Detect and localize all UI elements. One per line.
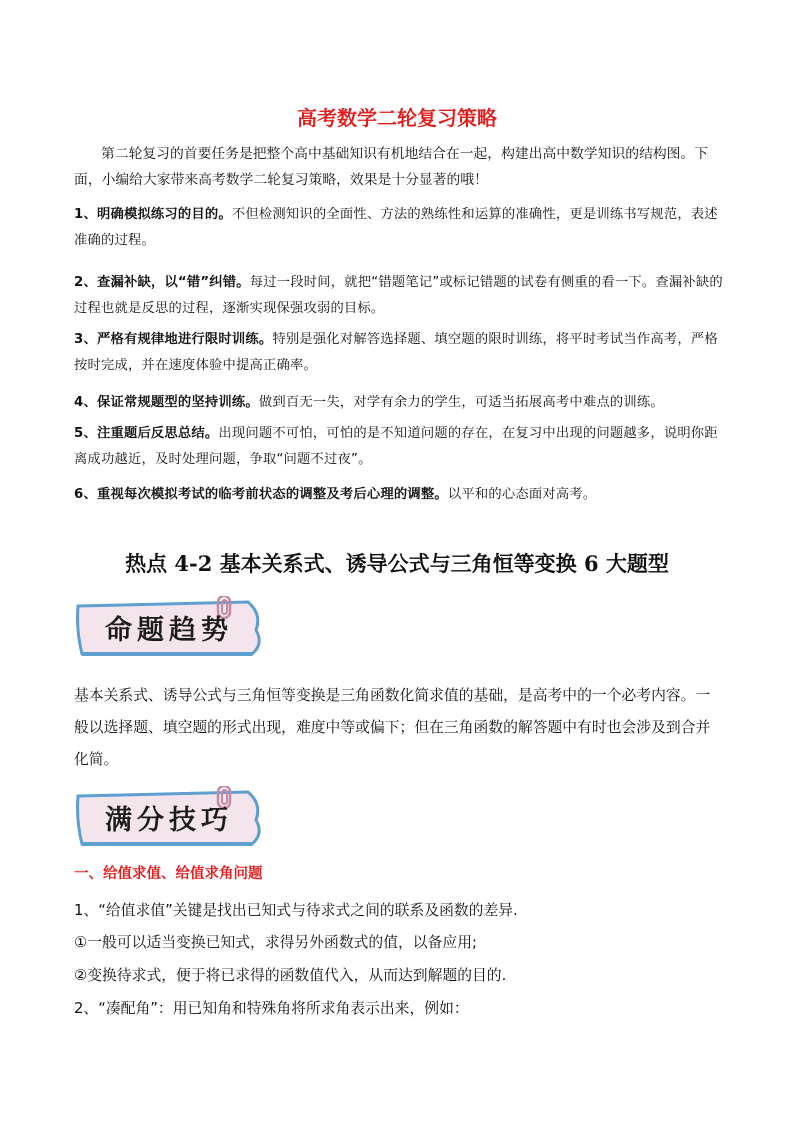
- tip-6: [74, 482, 724, 508]
- skill-banner-label: 满分技巧: [105, 805, 233, 836]
- tip-2-heading: 2、查漏补缺，以“错”纠错。: [74, 275, 250, 290]
- tip-1: [74, 202, 724, 254]
- section-heading: 一、给值求值、给值求角问题: [74, 866, 263, 882]
- skill-banner: [72, 786, 268, 848]
- tip-4-text: 做到百无一失，对学有余力的学生，可适当拓展高考中难点的训练。: [258, 395, 664, 410]
- content-line-4: 2、“凑配角”：用已知角和特殊角将所求角表示出来，例如：: [74, 1000, 469, 1017]
- tip-1-heading: 1、明确模拟练习的目的。: [74, 207, 232, 222]
- page-title: 高考数学二轮复习策略: [297, 106, 497, 130]
- tip-4: [74, 390, 724, 416]
- tip-5: [74, 421, 724, 473]
- tip-5-text: 出现问题不可怕，可怕的是不知道问题的存在，在复习中出现的问题越多，说明你距离成功越近，及时处理问题，争取“问题不过夜”。: [74, 426, 718, 467]
- tip-3-heading: 3、严格有规律地进行限时训练。: [74, 332, 273, 347]
- tip-3-text: 特别是强化对解答选择题、填空题的限时训练，将平时考试当作高考，严格按时完成，并在速度体验中提高正确率。: [74, 332, 718, 373]
- tip-2: [74, 270, 724, 322]
- intro-paragraph: 第二轮复习的首要任务是把整个高中基础知识有机地结合在一起，构建出高中数学知识的结构图。下面，小编给大家带来高考数学二轮复习策略，效果是十分显著的哦！: [74, 146, 709, 188]
- content-line-3: ②变换待求式，便于将已求得的函数值代入，从而达到解题的目的.: [74, 967, 507, 984]
- tip-2-text: 每过一段时间，就把“错题笔记”或标记错题的试卷有侧重的看一下。查漏补缺的过程也就是反思的过程，逐渐实现保强攻弱的目标。: [74, 275, 723, 316]
- trend-banner: [72, 596, 268, 658]
- trend-paragraph: 基本关系式、诱导公式与三角恒等变换是三角函数化简求值的基础，是高考中的一个必考内容。一般以选择题、填空题的形式出现，难度中等或偏下；但在三角函数的解答题中有时也会涉及到合并化简。: [74, 687, 711, 768]
- tip-1-text: 不但检测知识的全面性、方法的熟练性和运算的准确性，更是训练书写规范，表述准确的过程。: [74, 207, 718, 248]
- content-line-2: ①一般可以适当变换已知式，求得另外函数式的值，以备应用;: [74, 934, 477, 951]
- tip-6-text: 以平和的心态面对高考。: [447, 487, 597, 502]
- trend-banner-label: 命题趋势: [105, 615, 233, 646]
- hotspot-title: 热点 4-2 基本关系式、诱导公式与三角恒等变换 6 大题型: [125, 551, 669, 576]
- tip-4-heading: 4、保证常规题型的坚持训练。: [74, 395, 259, 410]
- content-line-1: 1、“给值求值”关键是找出已知式与待求式之间的联系及函数的差异.: [74, 902, 518, 919]
- tip-6-heading: 6、重视每次模拟考试的临考前状态的调整及考后心理的调整。: [74, 487, 448, 502]
- tip-3: [74, 327, 724, 379]
- tip-5-heading: 5、注重题后反思总结。: [74, 426, 219, 441]
